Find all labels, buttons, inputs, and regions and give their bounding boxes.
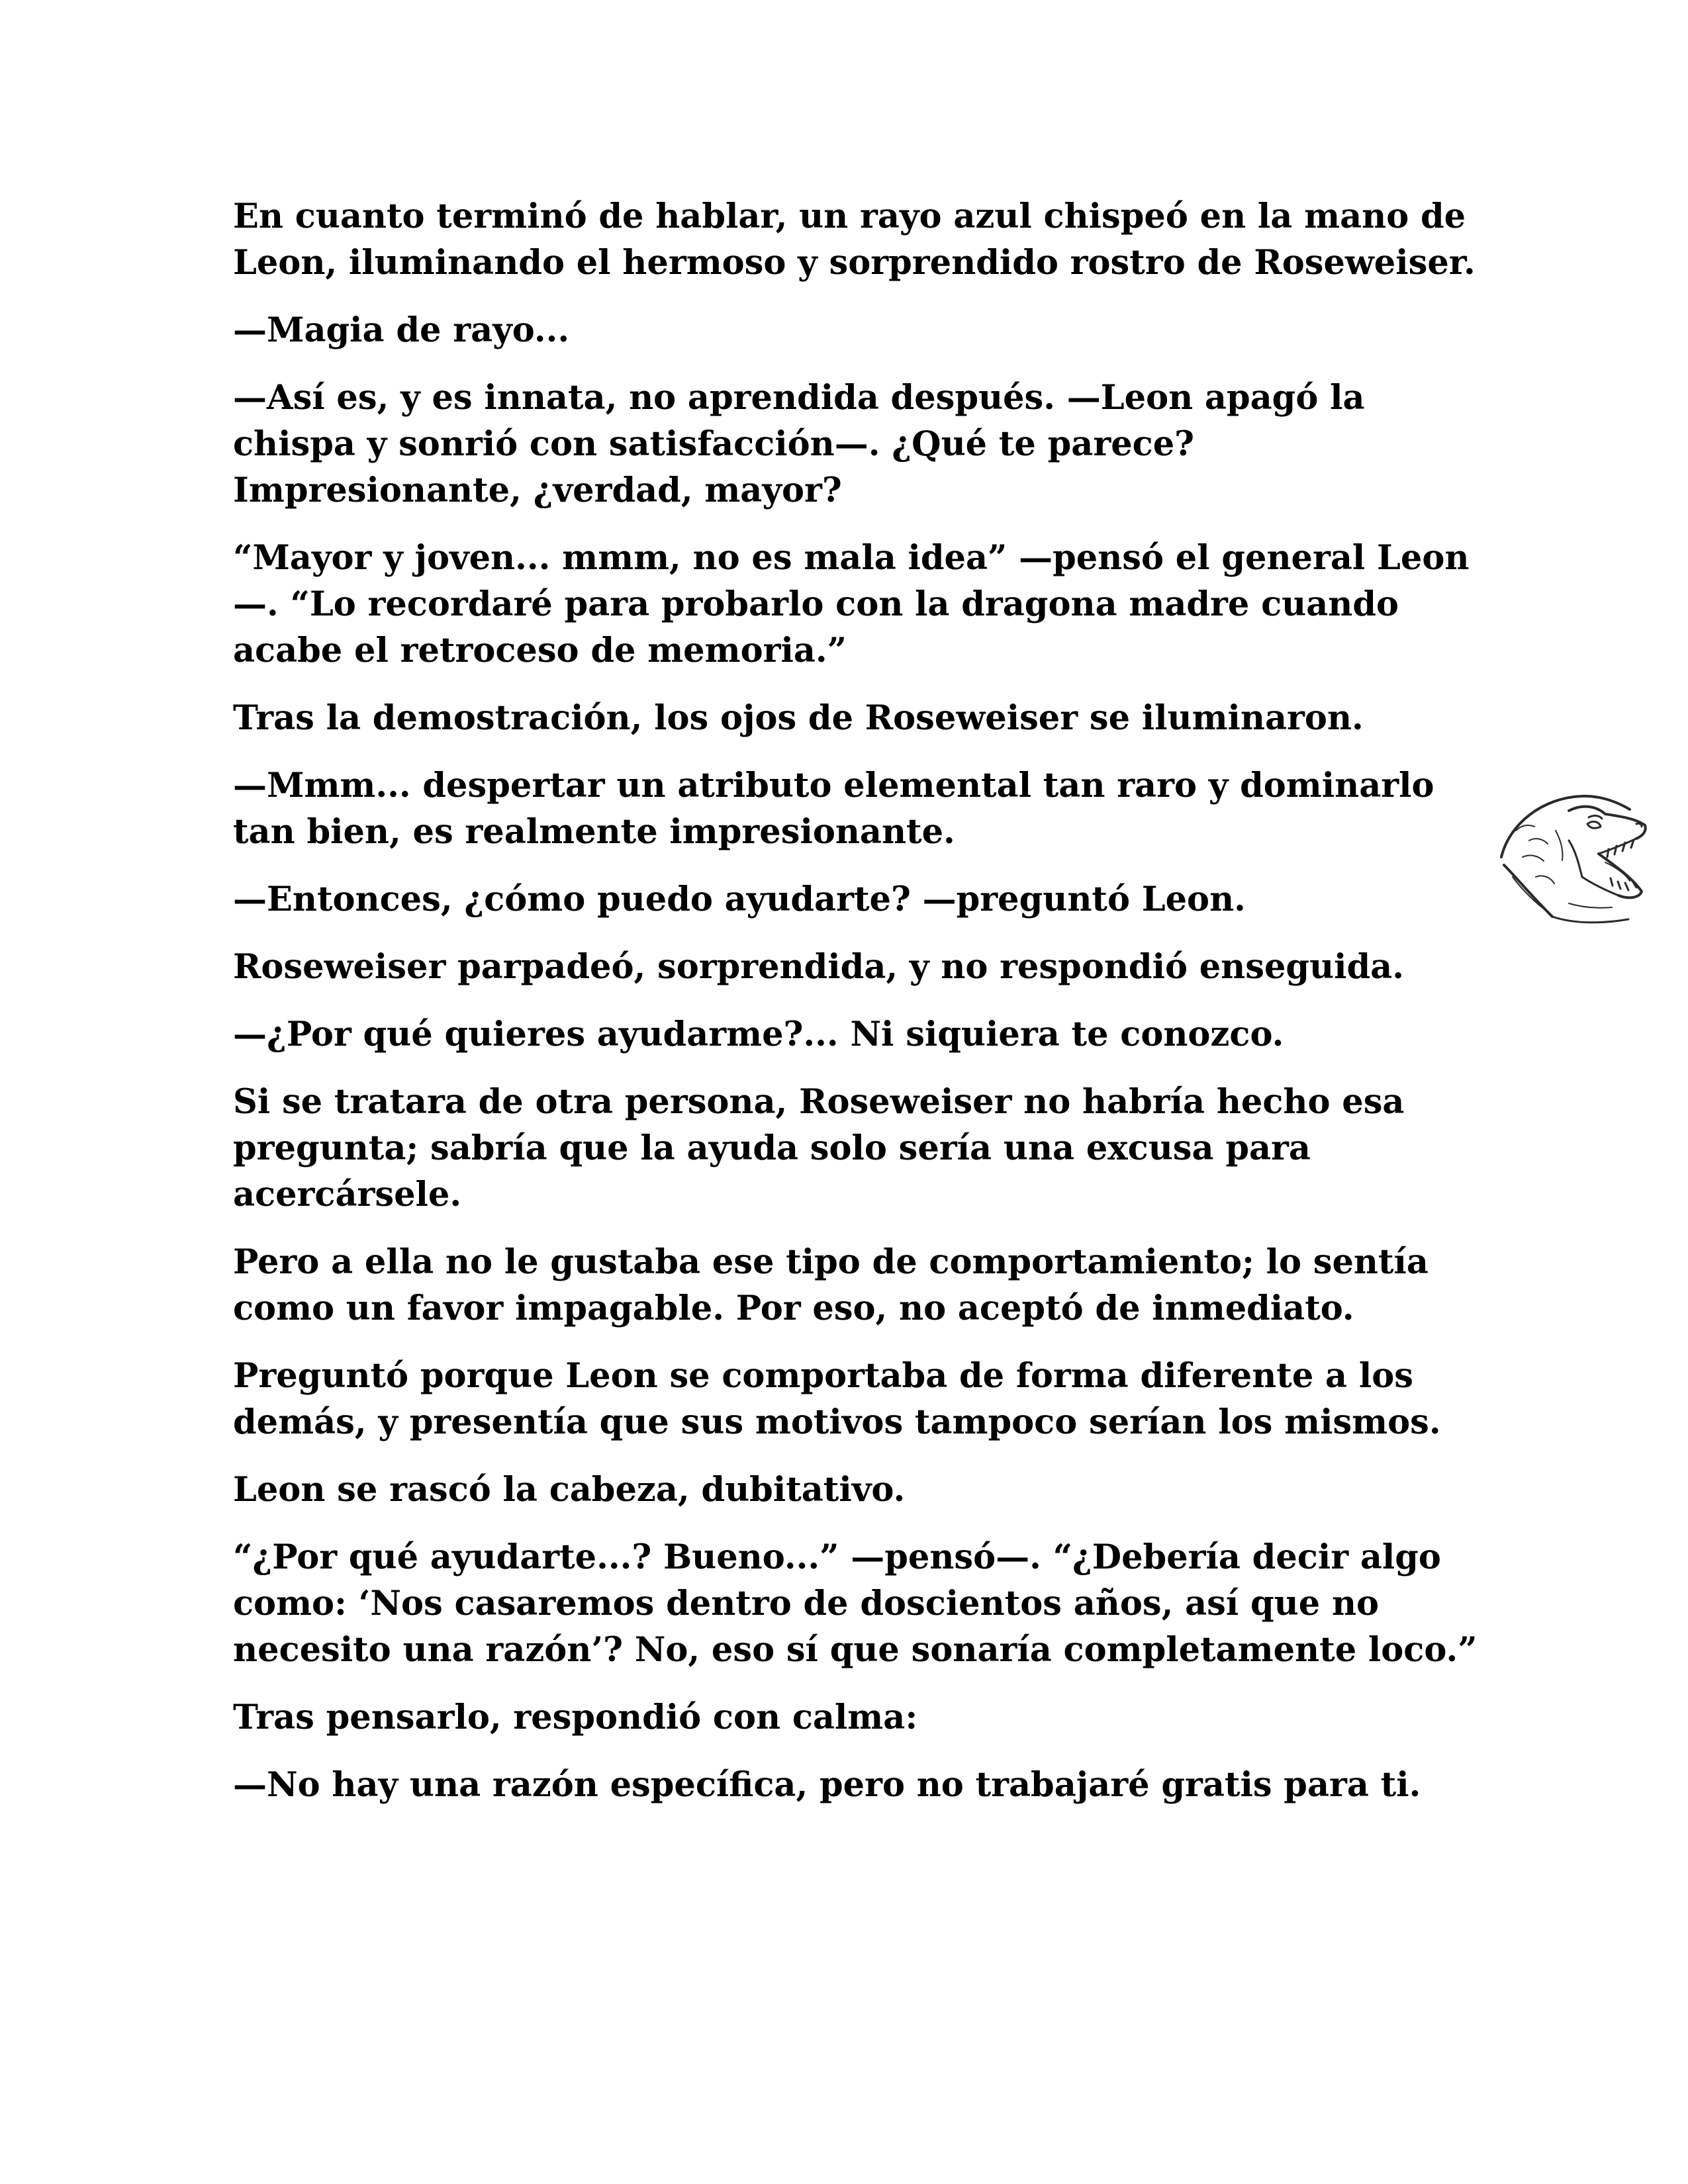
paragraph: —Entonces, ¿cómo puedo ayudarte? —preguntó Leon. (233, 880, 1246, 919)
paragraph: —Mmm... despertar un atributo elemental tan raro y dominarlo tan bien, es realmente impresionante. (233, 766, 1434, 852)
paragraph: Leon se rascó la cabeza, dubitativo. (233, 1470, 906, 1510)
paragraph: Roseweiser parpadeó, sorprendida, y no respondió enseguida. (233, 947, 1404, 987)
paragraph: Tras la demostración, los ojos de Roseweiser se iluminaron. (233, 698, 1364, 738)
body-text (233, 193, 1477, 1829)
paragraph: “¿Por qué ayudarte...? Bueno...” —pensó—. “¿Debería decir algo como: ‘Nos casaremos dentro de doscientos años, así que no necesito una razón’? No, eso sí que sonaría completamente loco.” (233, 1537, 1477, 1670)
paragraph: —No hay una razón específica, pero no trabajaré gratis para ti. (233, 1765, 1421, 1805)
paragraph: Preguntó porque Leon se comportaba de forma diferente a los demás, y presentía que sus motivos tampoco serían los mismos. (233, 1356, 1441, 1442)
paragraph: En cuanto terminó de hablar, un rayo azul chispeó en la mano de Leon, iluminando el hermoso y sorprendido rostro de Roseweiser. (233, 197, 1476, 283)
dinosaur-head-sketch-icon (1489, 778, 1652, 929)
paragraph: “Mayor y joven... mmm, no es mala idea” —pensó el general Leon—. “Lo recordaré para probarlo con la dragona madre cuando acabe el retroceso de memoria.” (233, 538, 1470, 670)
paragraph: —Magia de rayo... (233, 310, 570, 350)
paragraph: Pero a ella no le gustaba ese tipo de comportamiento; lo sentía como un favor impagable. Por eso, no aceptó de inmediato. (233, 1242, 1429, 1328)
paragraph: Tras pensarlo, respondió con calma: (233, 1698, 918, 1737)
paragraph: —Así es, y es innata, no aprendida después. —Leon apagó la chispa y sonrió con satisfacción—. ¿Qué te parece? Impresionante, ¿verdad, mayor? (233, 378, 1365, 510)
paragraph: Si se tratara de otra persona, Roseweiser no habría hecho esa pregunta; sabría que la ayuda solo sería una excusa para acercársele. (233, 1082, 1405, 1214)
paragraph: —¿Por qué quieres ayudarme?... Ni siquiera te conozco. (233, 1015, 1284, 1054)
